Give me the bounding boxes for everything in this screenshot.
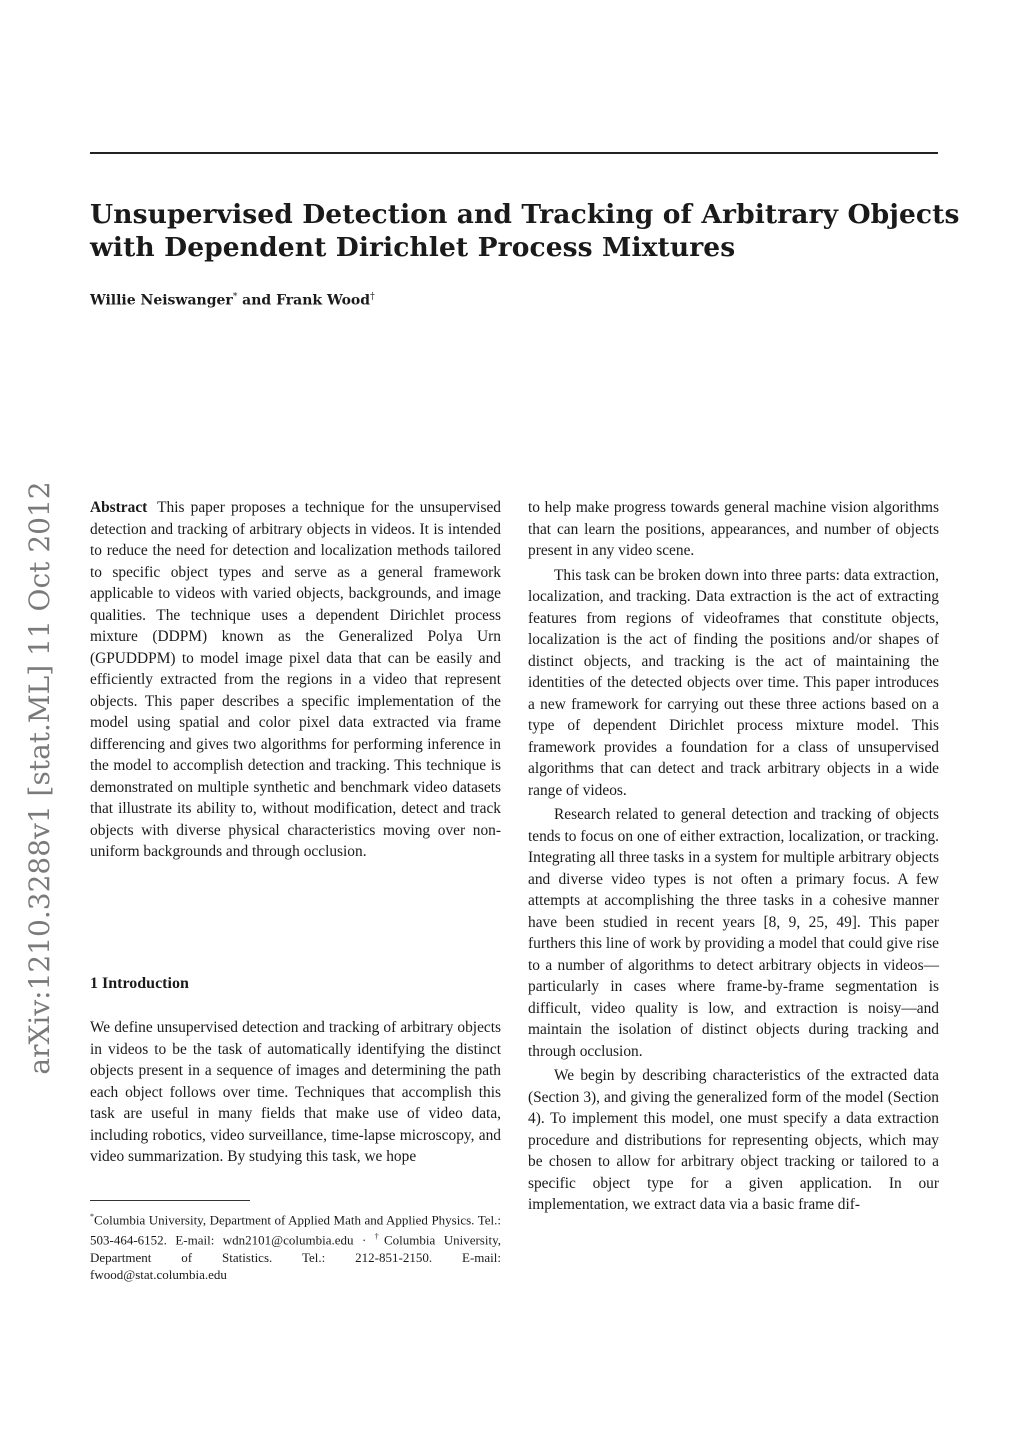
top-rule	[90, 152, 938, 154]
abstract-paragraph	[90, 497, 501, 863]
abstract-text: This paper proposes a technique for the unsupervised detection and tracking of arbitrary objects in videos. It is intended to reduce the need for detection and localization methods tailored to specific object types and serve as a general framework applicable to videos with varied objects, backgrounds, and image qualities. The technique uses a dependent Dirichlet process mixture (DDPM) known as the Generalized Polya Urn (GPUDDPM) to model image pixel data that can be easily and efficiently extracted from the regions in a video that represent objects. This paper describes a specific implementation of the model using spatial and color pixel data extracted via frame differencing and gives two algorithms for performing inference in the model to accomplish detection and tracking. This technique is demonstrated on multiple synthetic and benchmark video datasets that illustrate its ability to, without modification, detect and track objects with diverse physical characteristics moving over non-uniform backgrounds and through occlusion.	[90, 499, 502, 860]
body-paragraph: Research related to general detection and tracking of objects tends to focus on one of either extraction, localization, or tracking. Integrating all three tasks in a system for multiple arbitrary objects and diverse video types is not often a primary focus. A few attempts at accomplishing the three tasks in a cohesive manner have been studied in recent years [8, 9, 25, 49]. This paper furthers this line of work by providing a model that could give rise to a number of algorithms to detect arbitrary objects in videos—particularly in cases where frame-by-frame segmentation is difficult, video quality is low, and extraction is noisy—and maintain the isolation of distinct objects during tracking and through occlusion.	[528, 806, 939, 1060]
intro-paragraph: We define unsupervised detection and tracking of arbitrary objects in videos to be the task of automatically identifying the distinct objects present in a sequence of images and determining the path each object follows over time. Techniques that accomplish this task are useful in many fields that make use of video data, including robotics, video surveillance, time-lapse microscopy, and video summarization. By studying this task, we hope	[90, 1019, 501, 1165]
author-joiner: and	[237, 292, 277, 309]
paper-title	[90, 198, 960, 264]
body-paragraph: We begin by describing characteristics of the extracted data (Section 3), and giving the generalized form of the model (Section 4). To implement this model, one must specify a data extraction procedure and distributions for representing objects, which may be chosen to allow for arbitrary object tracking or tailored to a specific object type for a given application. In our implementation, we extract data via a basic frame dif-	[528, 1067, 939, 1213]
footnote-affiliation: Columbia University, Department of Applied Math and Applied Physics. Tel.: 503-464-6152. E-mail: wdn2101@columbia.edu ·	[90, 1212, 501, 1248]
arxiv-identifier: arXiv:1210.3288v1 [stat.ML] 11 Oct 2012	[23, 481, 56, 1075]
author-footnote-mark: †	[370, 292, 375, 302]
author-list	[90, 292, 375, 309]
footnote-rule	[90, 1200, 250, 1201]
author-name: Willie Neiswanger	[90, 292, 233, 309]
footnote	[90, 1208, 501, 1283]
abstract-block	[90, 497, 501, 863]
body-paragraph: This task can be broken down into three parts: data extraction, localization, and tracking. Data extraction is the act of extracting features from regions of videoframes that constitute objects, localization is the act of finding the positions and/or shapes of distinct objects, and tracking is the act of maintaining the identities of the detected objects over time. This paper introduces a new framework for carrying out these three actions based on a type of dependent Dirichlet process mixture model. This framework provides a foundation for a class of unsupervised algorithms that can detect and track arbitrary objects in a wide range of videos.	[528, 566, 939, 799]
body-paragraph: to help make progress towards general machine vision algorithms that can learn the positions, appearances, and number of objects present in any video scene.	[528, 499, 939, 559]
title-line-2: with Dependent Dirichlet Process Mixtures	[90, 232, 736, 263]
footnote-mark: †	[374, 1232, 384, 1242]
title-line-1: Unsupervised Detection and Tracking of Arbitrary Objects	[90, 199, 960, 230]
footnote-mark: *	[90, 1212, 94, 1221]
footnote-affiliation: Columbia University, Department of Statistics. Tel.: 212-851-2150. E-mail: fwood@stat.columbia.edu	[90, 1232, 501, 1282]
right-column	[528, 497, 939, 1216]
section-heading: 1 Introduction	[90, 975, 189, 992]
author-name: Frank Wood	[276, 292, 371, 309]
author-footnote-mark: *	[232, 292, 238, 302]
abstract-heading: Abstract	[90, 499, 148, 516]
